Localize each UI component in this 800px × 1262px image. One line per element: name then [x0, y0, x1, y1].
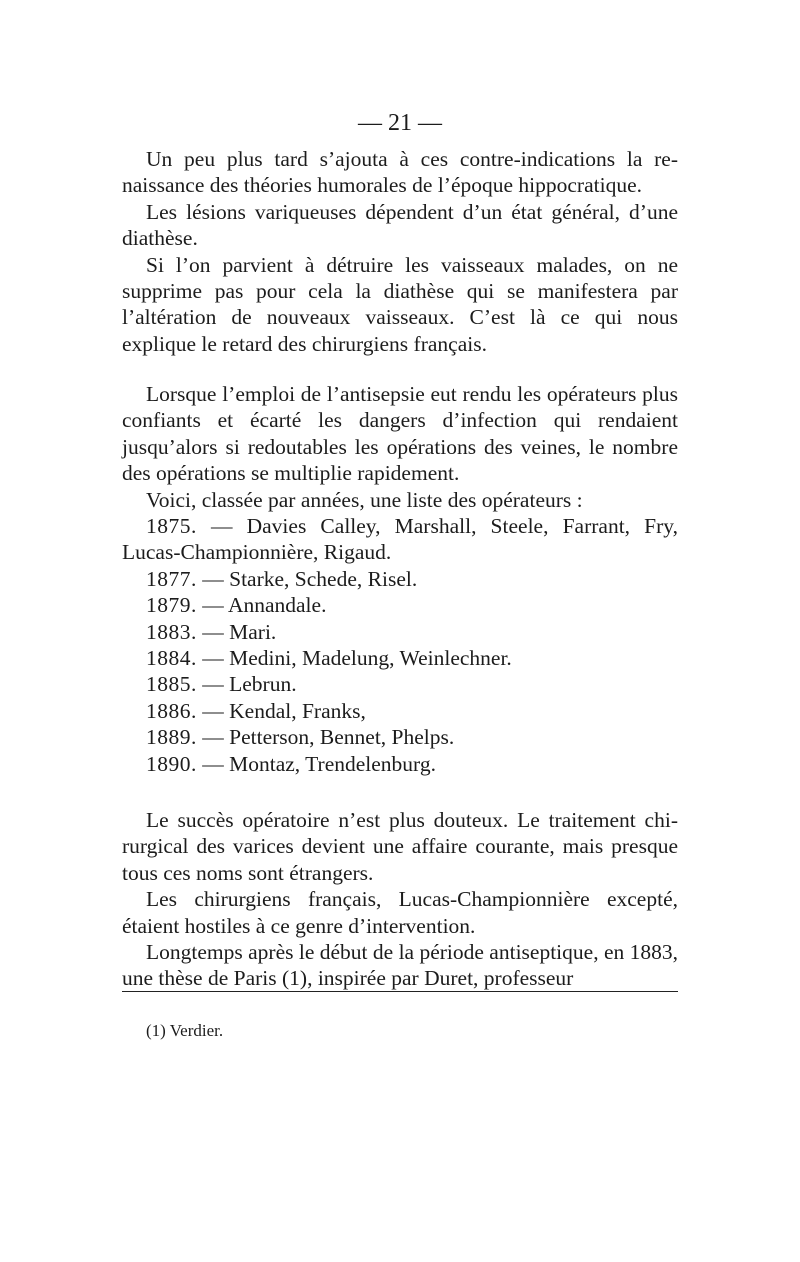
- paragraph: Si l’on parvient à détruire les vaisseaux malades, on ne supprime pas pour cela la diathèse qui se manifestera par l’altération de nouveaux vaisseaux. C’est là ce qui nous explique le retard des chirurgiens français.: [122, 252, 678, 356]
- list-item-year: 1890.: [146, 751, 197, 776]
- text-block-middle: [122, 381, 678, 777]
- paragraph: Voici, classée par années, une liste des opérateurs :: [146, 487, 583, 512]
- list-item-names: — Annandale.: [202, 593, 327, 618]
- list-item: [122, 724, 678, 750]
- list-item-year: 1886.: [146, 698, 197, 723]
- text-block-top: [122, 146, 678, 357]
- footnote: (1) Verdier.: [146, 1021, 224, 1040]
- text-block-bottom: [122, 807, 678, 992]
- list-item: [122, 513, 678, 566]
- list-item-names: — Davies Calley, Marshall, Steele, Farrant, Fry, Lucas-Championnière, Rigaud.: [122, 514, 679, 565]
- list-item-year: 1884.: [146, 646, 197, 671]
- footnote-divider: [122, 991, 678, 992]
- list-item-names: — Mari.: [202, 619, 277, 644]
- list-item-names: — Montaz, Trendelenburg.: [202, 751, 436, 776]
- list-item-names: — Lebrun.: [202, 672, 297, 697]
- list-item-year: 1877.: [146, 566, 197, 591]
- paragraph: Un peu plus tard s’ajouta à ces contre-indications la renaissance des théories humorales de l’époque hippocratique.: [122, 147, 678, 198]
- list-item-year: 1883.: [146, 619, 197, 644]
- list-item: [122, 698, 678, 724]
- list-item: [122, 751, 678, 777]
- list-item-names: — Kendal, Franks,: [202, 698, 366, 723]
- paragraph: Le succès opératoire n’est plus douteux. Le traitement chirurgical des varices devient une affaire courante, mais presque tous ces noms sont étrangers.: [122, 808, 678, 885]
- list-item: [122, 566, 678, 592]
- list-item-year: 1879.: [146, 593, 197, 618]
- page-number: — 21 —: [358, 110, 442, 136]
- list-item-year: 1875.: [146, 514, 197, 539]
- list-item-year: 1885.: [146, 672, 197, 697]
- paragraph: Lorsque l’emploi de l’antisepsie eut rendu les opérateurs plus confiants et écarté les dangers d’infection qui rendaient jusqu’alors si redoutables les opérations des veines, le nombre des opérations se multiplie rapidement.: [122, 382, 678, 486]
- paragraph: Les chirurgiens français, Lucas-Championnière excepté, étaient hostiles à ce genre d’intervention.: [122, 887, 678, 938]
- list-item: [122, 592, 678, 618]
- list-item-names: — Medini, Madelung, Weinlechner.: [202, 646, 512, 671]
- list-item-names: — Starke, Schede, Risel.: [202, 566, 418, 591]
- list-item-year: 1889.: [146, 725, 197, 750]
- list-item: [122, 619, 678, 645]
- list-item: [122, 645, 678, 671]
- list-item-names: — Petterson, Bennet, Phelps.: [202, 725, 455, 750]
- operators-list: [122, 513, 678, 777]
- paragraph: Longtemps après le début de la période antiseptique, en 1883, une thèse de Paris (1), inspirée par Duret, professeur: [122, 940, 678, 991]
- list-item: [122, 671, 678, 697]
- paragraph: Les lésions variqueuses dépendent d’un état général, d’une diathèse.: [122, 199, 678, 251]
